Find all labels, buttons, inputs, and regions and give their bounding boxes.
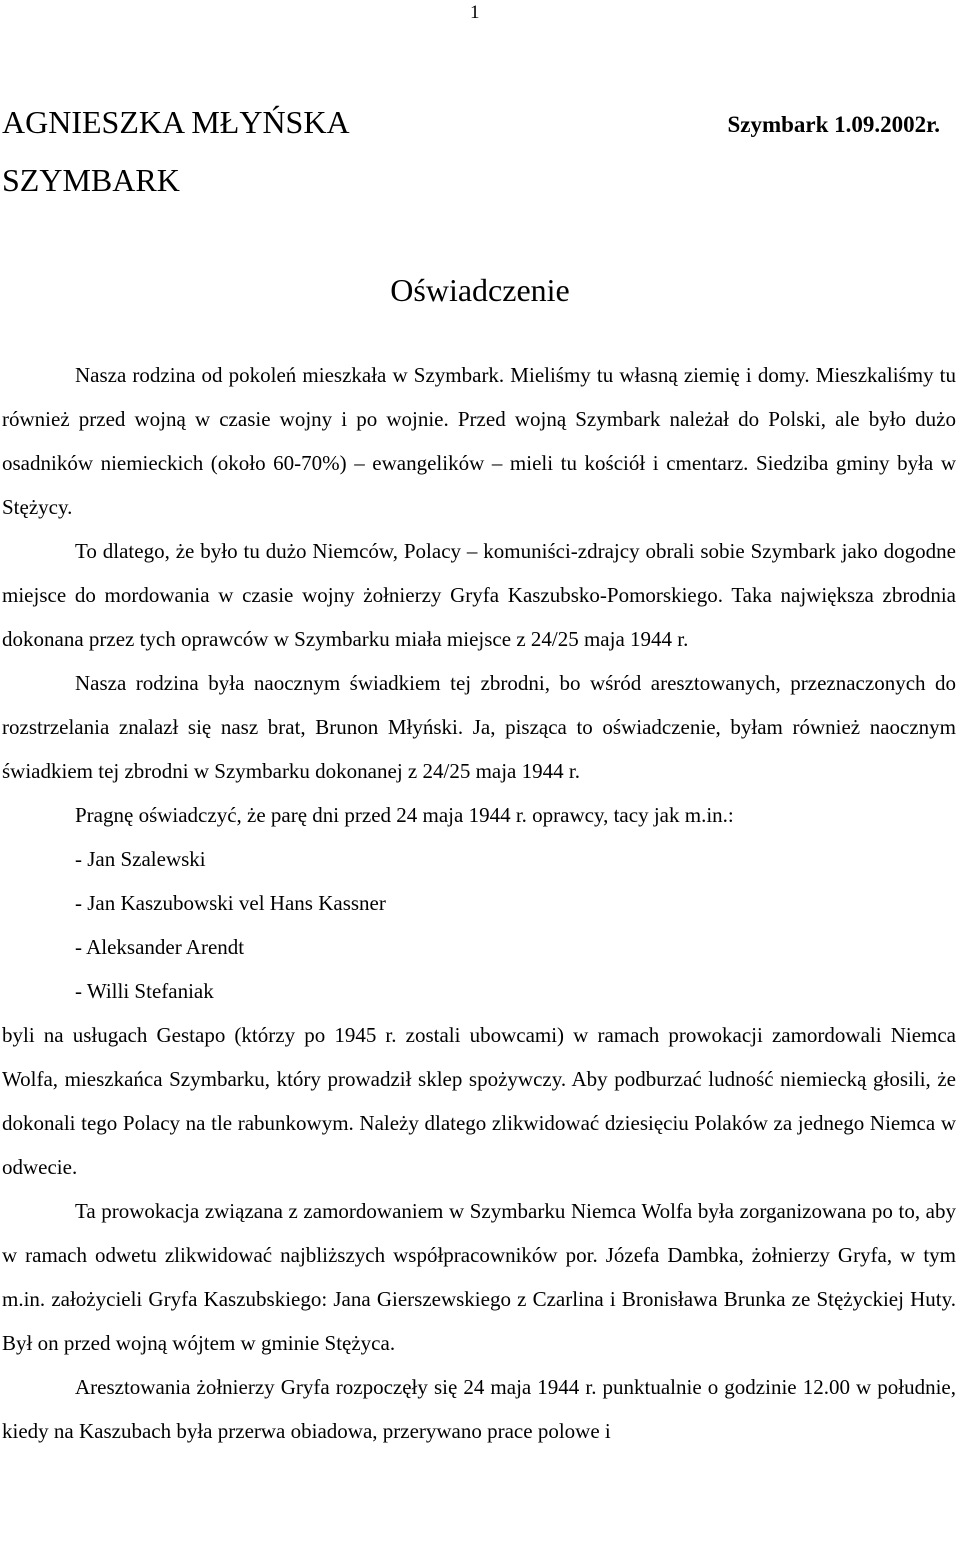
- list-item: - Jan Szalewski: [75, 847, 206, 871]
- document-body: [2, 353, 956, 1453]
- list-item: - Jan Kaszubowski vel Hans Kassner: [75, 891, 386, 915]
- paragraph: Aresztowania żołnierzy Gryfa rozpoczęły się 24 maja 1944 r. punktualnie o godzinie 12.00 w południe, kiedy na Kaszubach była przerwa obiadowa, przerywano prace polowe i: [2, 1375, 956, 1443]
- document-date: Szymbark 1.09.2002r.: [727, 112, 940, 137]
- page-number: 1: [470, 2, 480, 23]
- paragraph: Ta prowokacja związana z zamordowaniem w Szymbarku Niemca Wolfa była zorganizowana po to, aby w ramach odwetu zlikwidować najbliższych współpracowników por. Józefa Dambka, żołnierzy Gryfa, w tym m.in. założycieli Gryfa Kaszubskiego: Jana Gierszewskiego z Czarlina i Bronisława Brunka ze Stężyckiej Huty. Był on przed wojną wójtem w gminie Stężyca.: [2, 1199, 956, 1355]
- author-place: SZYMBARK: [2, 162, 180, 198]
- paragraph: Nasza rodzina była naocznym świadkiem tej zbrodni, bo wśród aresztowanych, przeznaczonych do rozstrzelania znalazł się nasz brat, Brunon Młyński. Ja, pisząca to oświadczenie, byłam również naocznym świadkiem tej zbrodni w Szymbarku dokonanej z 24/25 maja 1944 r.: [2, 671, 956, 783]
- list-item: - Willi Stefaniak: [75, 979, 214, 1003]
- document-title: Oświadczenie: [390, 272, 570, 308]
- list-item: - Aleksander Arendt: [75, 935, 245, 959]
- paragraph: To dlatego, że było tu dużo Niemców, Polacy – komuniści-zdrajcy obrali sobie Szymbark jako dogodne miejsce do mordowania w czasie wojny żołnierzy Gryfa Kaszubsko-Pomorskiego. Taka największa zbrodnia dokonana przez tych oprawców w Szymbarku miała miejsce z 24/25 maja 1944 r.: [2, 539, 956, 651]
- paragraph: Nasza rodzina od pokoleń mieszkała w Szymbark. Mieliśmy tu własną ziemię i domy. Mieszkaliśmy tu również przed wojną w czasie wojny i po wojnie. Przed wojną Szymbark należał do Polski, ale było dużo osadników niemieckich (około 60-70%) – ewangelików – mieli tu kościół i cmentarz. Siedziba gminy była w Stężycy.: [2, 363, 956, 519]
- paragraph: Pragnę oświadczyć, że parę dni przed 24 maja 1944 r. oprawcy, tacy jak m.in.:: [75, 803, 734, 827]
- author-name: AGNIESZKA MŁYŃSKA: [2, 104, 350, 140]
- paragraph: byli na usługach Gestapo (którzy po 1945 r. zostali ubowcami) w ramach prowokacji zamordowali Niemca Wolfa, mieszkańca Szymbarku, który prowadził sklep spożywczy. Aby podburzać ludność niemiecką głosili, że dokonali tego Polacy na tle rabunkowym. Należy dlatego zlikwidować dziesięciu Polaków za jednego Niemca w odwecie.: [2, 1023, 956, 1179]
